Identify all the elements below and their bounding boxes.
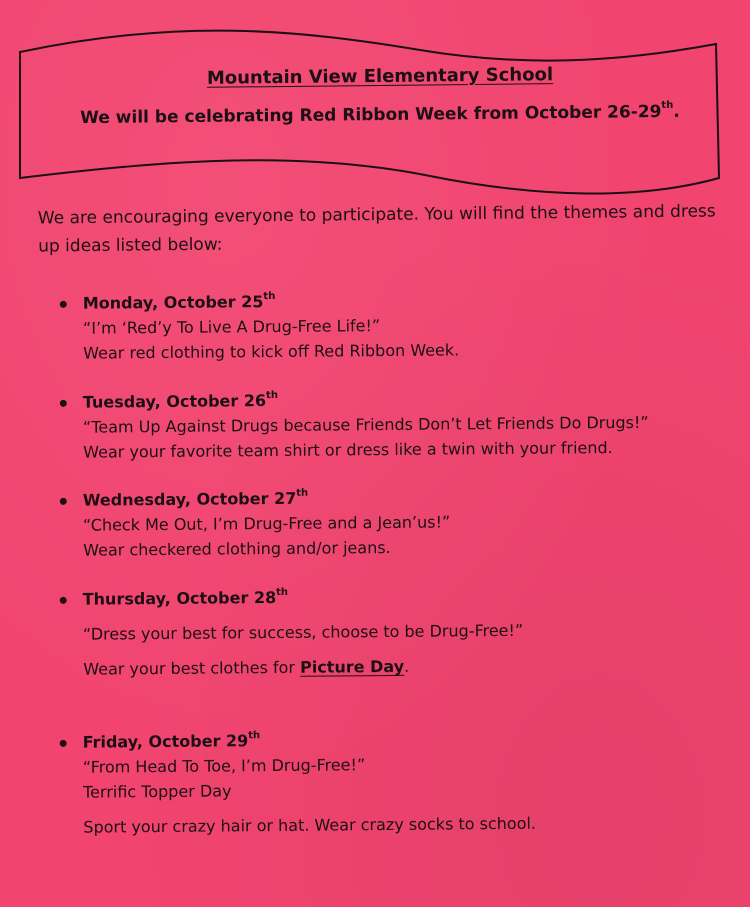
bullet-icon xyxy=(60,301,67,308)
intro-paragraph: We are encouraging everyone to participate. You will find the themes and dress up ideas listed below: xyxy=(37,201,716,257)
bullet-icon xyxy=(60,740,67,747)
announcement-suffix: th xyxy=(661,100,674,112)
day-subtheme: Terrific Topper Day xyxy=(82,781,232,802)
day-item-tuesday xyxy=(60,384,721,465)
announcement-end: . xyxy=(673,101,680,122)
day-heading: Thursday, October 28th xyxy=(82,586,289,609)
day-theme: “Team Up Against Drugs because Friends Don’t Let Friends Do Drugs!” xyxy=(82,412,649,437)
school-name: Mountain View Elementary School xyxy=(206,64,554,89)
day-details: Sport your crazy hair or hat. Wear crazy socks to school. xyxy=(83,813,537,837)
day-details: Wear your favorite team shirt or dress like a twin with your friend. xyxy=(83,438,613,462)
day-heading: Wednesday, October 27th xyxy=(82,487,309,510)
day-details: Wear checkered clothing and/or jeans. xyxy=(83,537,391,560)
day-heading: Monday, October 25th xyxy=(82,290,276,313)
day-item-wednesday xyxy=(60,482,721,563)
day-item-monday xyxy=(60,285,721,366)
bullet-icon xyxy=(60,400,67,407)
bullet-icon xyxy=(60,597,67,604)
day-theme: “Dress your best for success, choose to be Drug-Free!” xyxy=(82,620,524,644)
day-details: Wear red clothing to kick off Red Ribbon Week. xyxy=(83,340,460,363)
day-item-friday xyxy=(60,724,721,840)
day-details: Wear your best clothes for Picture Day. xyxy=(83,656,410,679)
announcement-text: We will be celebrating Red Ribbon Week from October 26-29 xyxy=(80,102,662,129)
day-heading: Friday, October 29th xyxy=(82,729,261,752)
day-theme: “From Head To Toe, I’m Drug-Free!” xyxy=(82,755,366,777)
bullet-icon xyxy=(60,498,67,505)
day-theme: “Check Me Out, I’m Drug-Free and a Jean’us!” xyxy=(82,512,451,535)
picture-day-label: Picture Day xyxy=(299,656,405,677)
day-heading: Tuesday, October 26th xyxy=(82,389,278,412)
day-item-thursday xyxy=(60,581,721,682)
day-theme: “I’m ‘Red’y To Live A Drug-Free Life!” xyxy=(82,316,381,338)
